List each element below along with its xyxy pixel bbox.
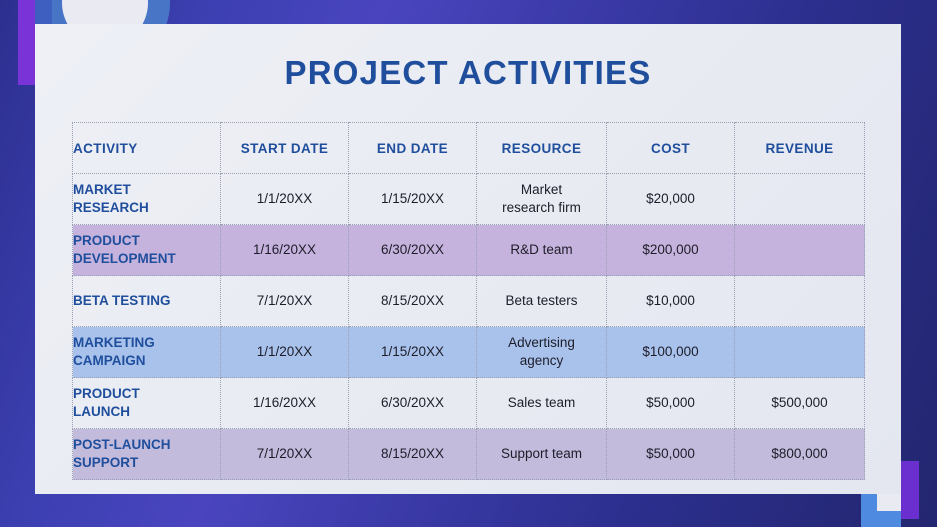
table-row [73,174,865,225]
cell-activity [73,429,221,480]
activity-line-1: PRODUCT [73,385,140,401]
cell-start-date: 1/16/20XX [221,225,349,276]
cell-activity [73,225,221,276]
table-row [73,276,865,327]
resource-line-1: Support team [500,445,583,461]
project-activities-table [72,122,865,480]
cell-end-date: 8/15/20XX [349,429,477,480]
resource-line-1: Beta testers [505,292,578,308]
cell-activity [73,327,221,378]
activity-line-1: POST-LAUNCH [73,436,171,452]
cell-revenue [735,276,865,327]
cell-cost: $100,000 [607,327,735,378]
cell-resource [477,174,607,225]
cell-revenue [735,327,865,378]
cell-cost: $200,000 [607,225,735,276]
cell-end-date: 6/30/20XX [349,225,477,276]
cell-resource [477,378,607,429]
activity-line-1: MARKETING [73,334,155,350]
resource-line-2: research firm [502,200,581,215]
cell-revenue [735,225,865,276]
table-header-row [73,123,865,174]
column-header-cost: COST [607,123,735,174]
activity-line-2: DEVELOPMENT [73,251,176,266]
page-title: PROJECT ACTIVITIES [284,54,652,91]
cell-end-date: 6/30/20XX [349,378,477,429]
cell-start-date: 7/1/20XX [221,429,349,480]
cell-activity [73,276,221,327]
cell-end-date: 1/15/20XX [349,174,477,225]
cell-start-date: 1/1/20XX [221,174,349,225]
decorative-bar-purple [18,0,35,85]
column-header-end-date: END DATE [349,123,477,174]
cell-resource [477,276,607,327]
cell-resource [477,429,607,480]
cell-end-date: 8/15/20XX [349,276,477,327]
activity-line-2: CAMPAIGN [73,353,146,368]
resource-line-1: Market [520,181,563,197]
cell-cost: $50,000 [607,429,735,480]
cell-start-date: 1/1/20XX [221,327,349,378]
table-row [73,429,865,480]
cell-start-date: 1/16/20XX [221,378,349,429]
column-header-start-date: START DATE [221,123,349,174]
activity-line-1: PRODUCT [73,232,140,248]
cell-start-date: 7/1/20XX [221,276,349,327]
activity-line-2: LAUNCH [73,404,130,419]
cell-revenue [735,174,865,225]
cell-cost: $20,000 [607,174,735,225]
activity-line-2: SUPPORT [73,455,139,470]
cell-revenue: $800,000 [735,429,865,480]
resource-line-1: Sales team [507,394,576,410]
cell-revenue: $500,000 [735,378,865,429]
column-header-resource: RESOURCE [477,123,607,174]
resource-line-1: R&D team [510,241,573,257]
cell-activity [73,174,221,225]
activity-line-1: MARKET [73,181,131,197]
resource-line-1: Advertising [508,334,575,350]
cell-end-date: 1/15/20XX [349,327,477,378]
table-row [73,327,865,378]
cell-resource [477,225,607,276]
cell-cost: $50,000 [607,378,735,429]
column-header-activity: ACTIVITY [73,123,221,174]
slide-card [35,24,901,494]
activity-line-2: RESEARCH [73,200,149,215]
activity-line-1: BETA TESTING [73,292,171,308]
cell-cost: $10,000 [607,276,735,327]
cell-resource [477,327,607,378]
cell-activity [73,378,221,429]
column-header-revenue: REVENUE [735,123,865,174]
resource-line-2: agency [519,353,564,368]
table-row [73,378,865,429]
table-row [73,225,865,276]
